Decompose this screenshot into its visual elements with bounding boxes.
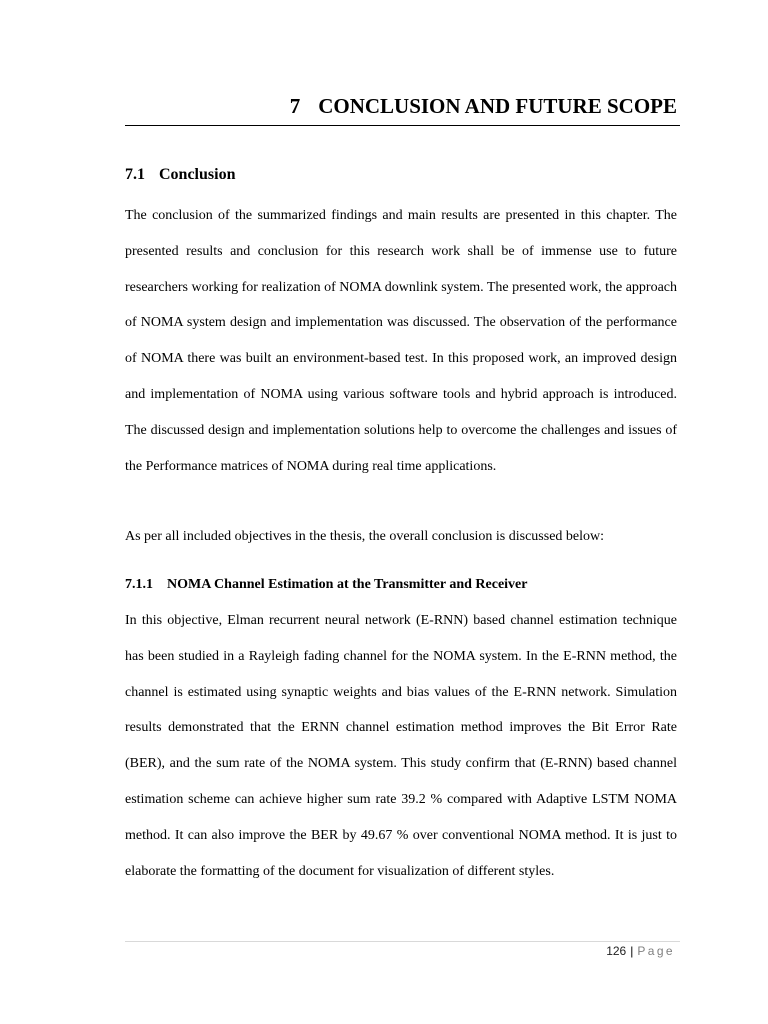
chapter-title-rule [125, 125, 680, 126]
channel-estimation-paragraph: In this objective, Elman recurrent neural network (E-RNN) based channel estimation technique has been studied in a Rayleigh fading channel for the NOMA system. In the E-RNN method, the channel is estimated using synaptic weights and bias values of the E-RNN network. Simulation results demonstrated that the ERNN channel estimation method improves the Bit Error Rate (BER), and the sum rate of the NOMA system. This study confirm that (E-RNN) based channel estimation scheme can achieve higher sum rate 39.2 % compared with Adaptive LSTM NOMA method. It can also improve the BER by 49.67 % over conventional NOMA method. It is just to elaborate the formatting of the document for visualization of different styles. [125, 613, 677, 879]
page-number: 126 [606, 944, 627, 958]
section-number: 7.1 [125, 166, 145, 183]
chapter-title [125, 92, 677, 120]
subsection-number: 7.1.1 [125, 577, 153, 592]
conclusion-paragraph: The conclusion of the summarized findings and main results are presented in this chapter. The presented results and conclusion for this research work shall be of immense use to future researchers working for realization of NOMA downlink system. The presented work, the approach of NOMA system design and implementation was discussed. The observation of the performance of NOMA there was built an environment-based test. In this proposed work, an improved design and implementation of NOMA using various software tools and hybrid approach is introduced. The discussed design and implementation solutions help to overcome the challenges and issues of the Performance matrices of NOMA during real time applications. [125, 208, 677, 474]
page-footer [606, 943, 675, 959]
chapter-title-text: CONCLUSION AND FUTURE SCOPE [318, 94, 677, 118]
footer-rule [125, 941, 680, 942]
page-label: Page [637, 944, 675, 958]
objectives-intro-paragraph: As per all included objectives in the thesis, the overall conclusion is discussed below: [125, 529, 605, 544]
chapter-number: 7 [289, 94, 301, 118]
subsection-heading [125, 576, 527, 594]
footer-separator: | [630, 944, 634, 958]
section-title: Conclusion [159, 166, 236, 183]
section-heading [125, 165, 235, 185]
subsection-title: NOMA Channel Estimation at the Transmitter and Receiver [167, 577, 528, 592]
